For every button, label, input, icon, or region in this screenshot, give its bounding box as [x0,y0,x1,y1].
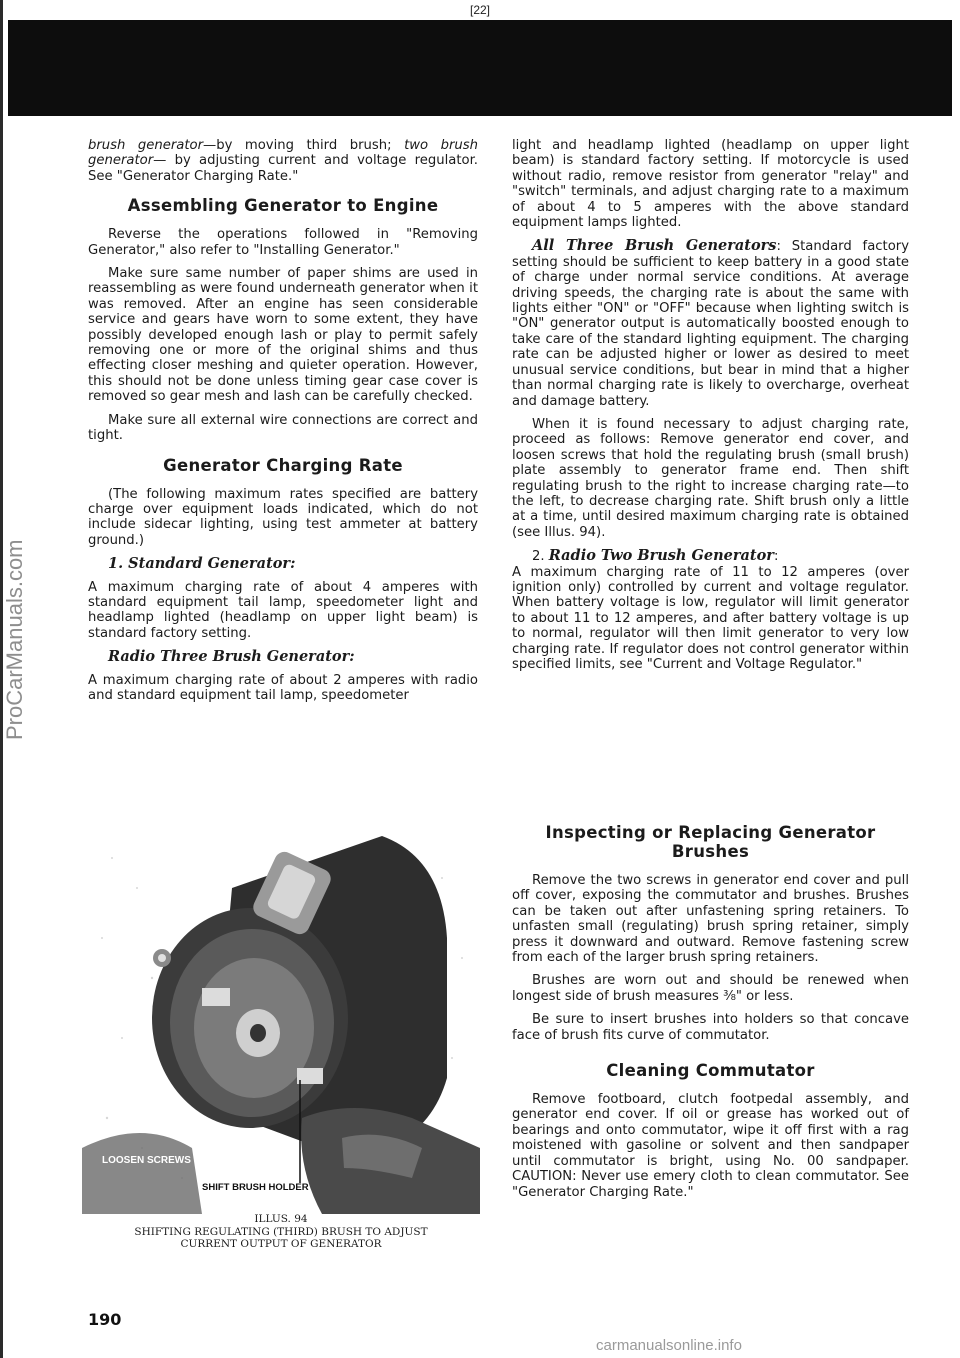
intro-text-1: —by moving third brush; [203,138,405,153]
intro-paragraph [88,138,478,184]
intro-italic-1: brush generator [88,138,204,153]
paragraph-standard: A maximum charging rate of about 4 amperes with standard equipment tail lamp, speedometer light and headlamp lighted (headlamp on upper light beam) is standard factory setting. [88,579,478,641]
sidebar-watermark: ProCarManuals.com [2,539,27,740]
heading-cleaning-commutator: Cleaning Commutator [606,1061,815,1081]
generator-illustration [82,818,480,1214]
subheading-radio-two [512,548,909,564]
radio-two-colon: : [773,549,779,565]
radio-two-number: 2. [532,549,549,565]
paragraph-brush-wear: Brushes are worn out and should be renewed when longest side of brush measures ⅜" or less. [512,973,909,1004]
paragraph-continued: light and headlamp lighted (headlamp on upper light beam) is standard factory setting. If motorcycle is used without radio, remove resistor from generator "relay" and "switch" terminals, and adjust charging rate to a maximum of about 4 to 5 amperes with the above standard equipment lamps lighted. [512,138,909,231]
paragraph-all-three [512,238,909,408]
label-loosen-screws: LOOSEN SCREWS [102,1155,191,1166]
subheading-standard: 1. Standard Generator: [108,555,296,573]
right-column-top [512,138,909,680]
generator-photo [82,818,480,1214]
figure-caption [82,1213,480,1251]
label-shift-brush-holder: SHIFT BRUSH HOLDER [202,1182,309,1193]
paragraph-radio-three: A maximum charging rate of about 2 amperes with radio and standard equipment tail lamp, speedometer [88,672,478,703]
paragraph-adjust-procedure: When it is found necessary to adjust charging rate, proceed as follows: Remove generator end cover, and loosen screws that hold the regulating brush (small brush) plate assembly to generator frame end. Then shift regulating brush to the right to increase charging rate—to the left, to decrease charging rate. Shift brush only a little at a time, until desired maximum charging rate is obtained (see Illus. 94). [512,416,909,540]
heading-assembling: Assembling Generator to Engine [127,196,439,216]
label-all-three: All Three Brush Generators [532,237,777,255]
page-header-number: [22] [469,3,490,17]
paragraph-connections: Make sure all external wire connections are correct and tight. [88,412,478,444]
intro-text-2: — by adjusting current and voltage regulator. See "Generator Charging Rate." [88,153,478,184]
figure-caption-text: SHIFTING REGULATING (THIRD) BRUSH TO ADJUST CURRENT OUTPUT OF GENERATOR [134,1225,428,1250]
paragraph-rates-note: (The following maximum rates specified are battery charge over equipment loads indicated, which do not include sidecar lighting, using test ammeter at battery ground.) [88,486,478,548]
paragraph-insert-brushes: Be sure to insert brushes into holders so that concave face of brush fits curve of commutator. [512,1012,909,1043]
paragraph-reverse: Reverse the operations followed in "Removing Generator," also refer to "Installing Generator." [88,227,478,258]
paragraph-remove-screws: Remove the two screws in generator end cover and pull off cover, exposing the commutator and brushes. Brushes can be taken out after unfastening spring retainers. To unfasten small (regulating) brush spring retainer, simply press it downward and outward. Remove fastening screw from each of the larger brush spring retainers. [512,873,909,966]
header-banner [8,20,952,116]
right-column-bottom [512,823,909,1208]
radio-two-label: Radio Two Brush Generator [548,547,774,565]
paragraph-radio-two: A maximum charging rate of 11 to 12 amperes (over ignition only) controlled by current and voltage regulator. When battery voltage is low, regulator will limit generator to about 11 to 12 amperes, and after battery voltage is up to normal, regulator will then limit generator to very low charging rate. If regulator does not control generator within specified limits, see "Current and Voltage Regulator." [512,564,909,672]
figure-caption-number: ILLUS. 94 [254,1213,308,1225]
heading-charging-rate: Generator Charging Rate [163,455,403,475]
page-number: 190 [88,1310,122,1329]
intro-italic-2: two brush generator [88,138,478,169]
paragraph-shims: Make sure same number of paper shims are used in reassembling as were found underneath generator when it was removed. After an engine has seen considerable service and gears have worn to some extent, they have possibly developed enough lash or play to permit safely removing one or more of the original shims and thus effecting closer meshing and quieter operation. However, this should not be done unless timing gear case cover is removed so gear mesh and lash can be carefully checked. [88,266,478,405]
text-all-three: : Standard factory setting should be sufficient to keep battery in a good state of charge under normal service conditions. At average driving speeds, the charging rate is about the same with lights either "ON" or "OFF" because when lighting switch is "ON" generator output is automatically boosted enough to take care of the standard lighting equipment. The charging rate can be adjusted higher or lower as desired to meet unusual service conditions, but bear in mind that a higher than normal charging rate is likely to overcharge, overheat and damage battery. [512,239,909,409]
left-column [88,138,478,711]
subheading-radio-three: Radio Three Brush Generator: [108,648,355,666]
paragraph-cleaning: Remove footboard, clutch footpedal assembly, and generator end cover. If oil or grease has worked out of bearings and onto commutator, wipe it off first with a rag moistened with gasoline or solvent and then sandpaper until commutator is bright, using No. 00 sandpaper. CAUTION: Never use emery cloth to clean commutator. See "Generator Charging Rate." [512,1092,909,1200]
heading-inspecting-brushes: Inspecting or Replacing Generator Brushes [545,823,876,861]
footer-watermark: carmanualsonline.info [596,1337,742,1354]
